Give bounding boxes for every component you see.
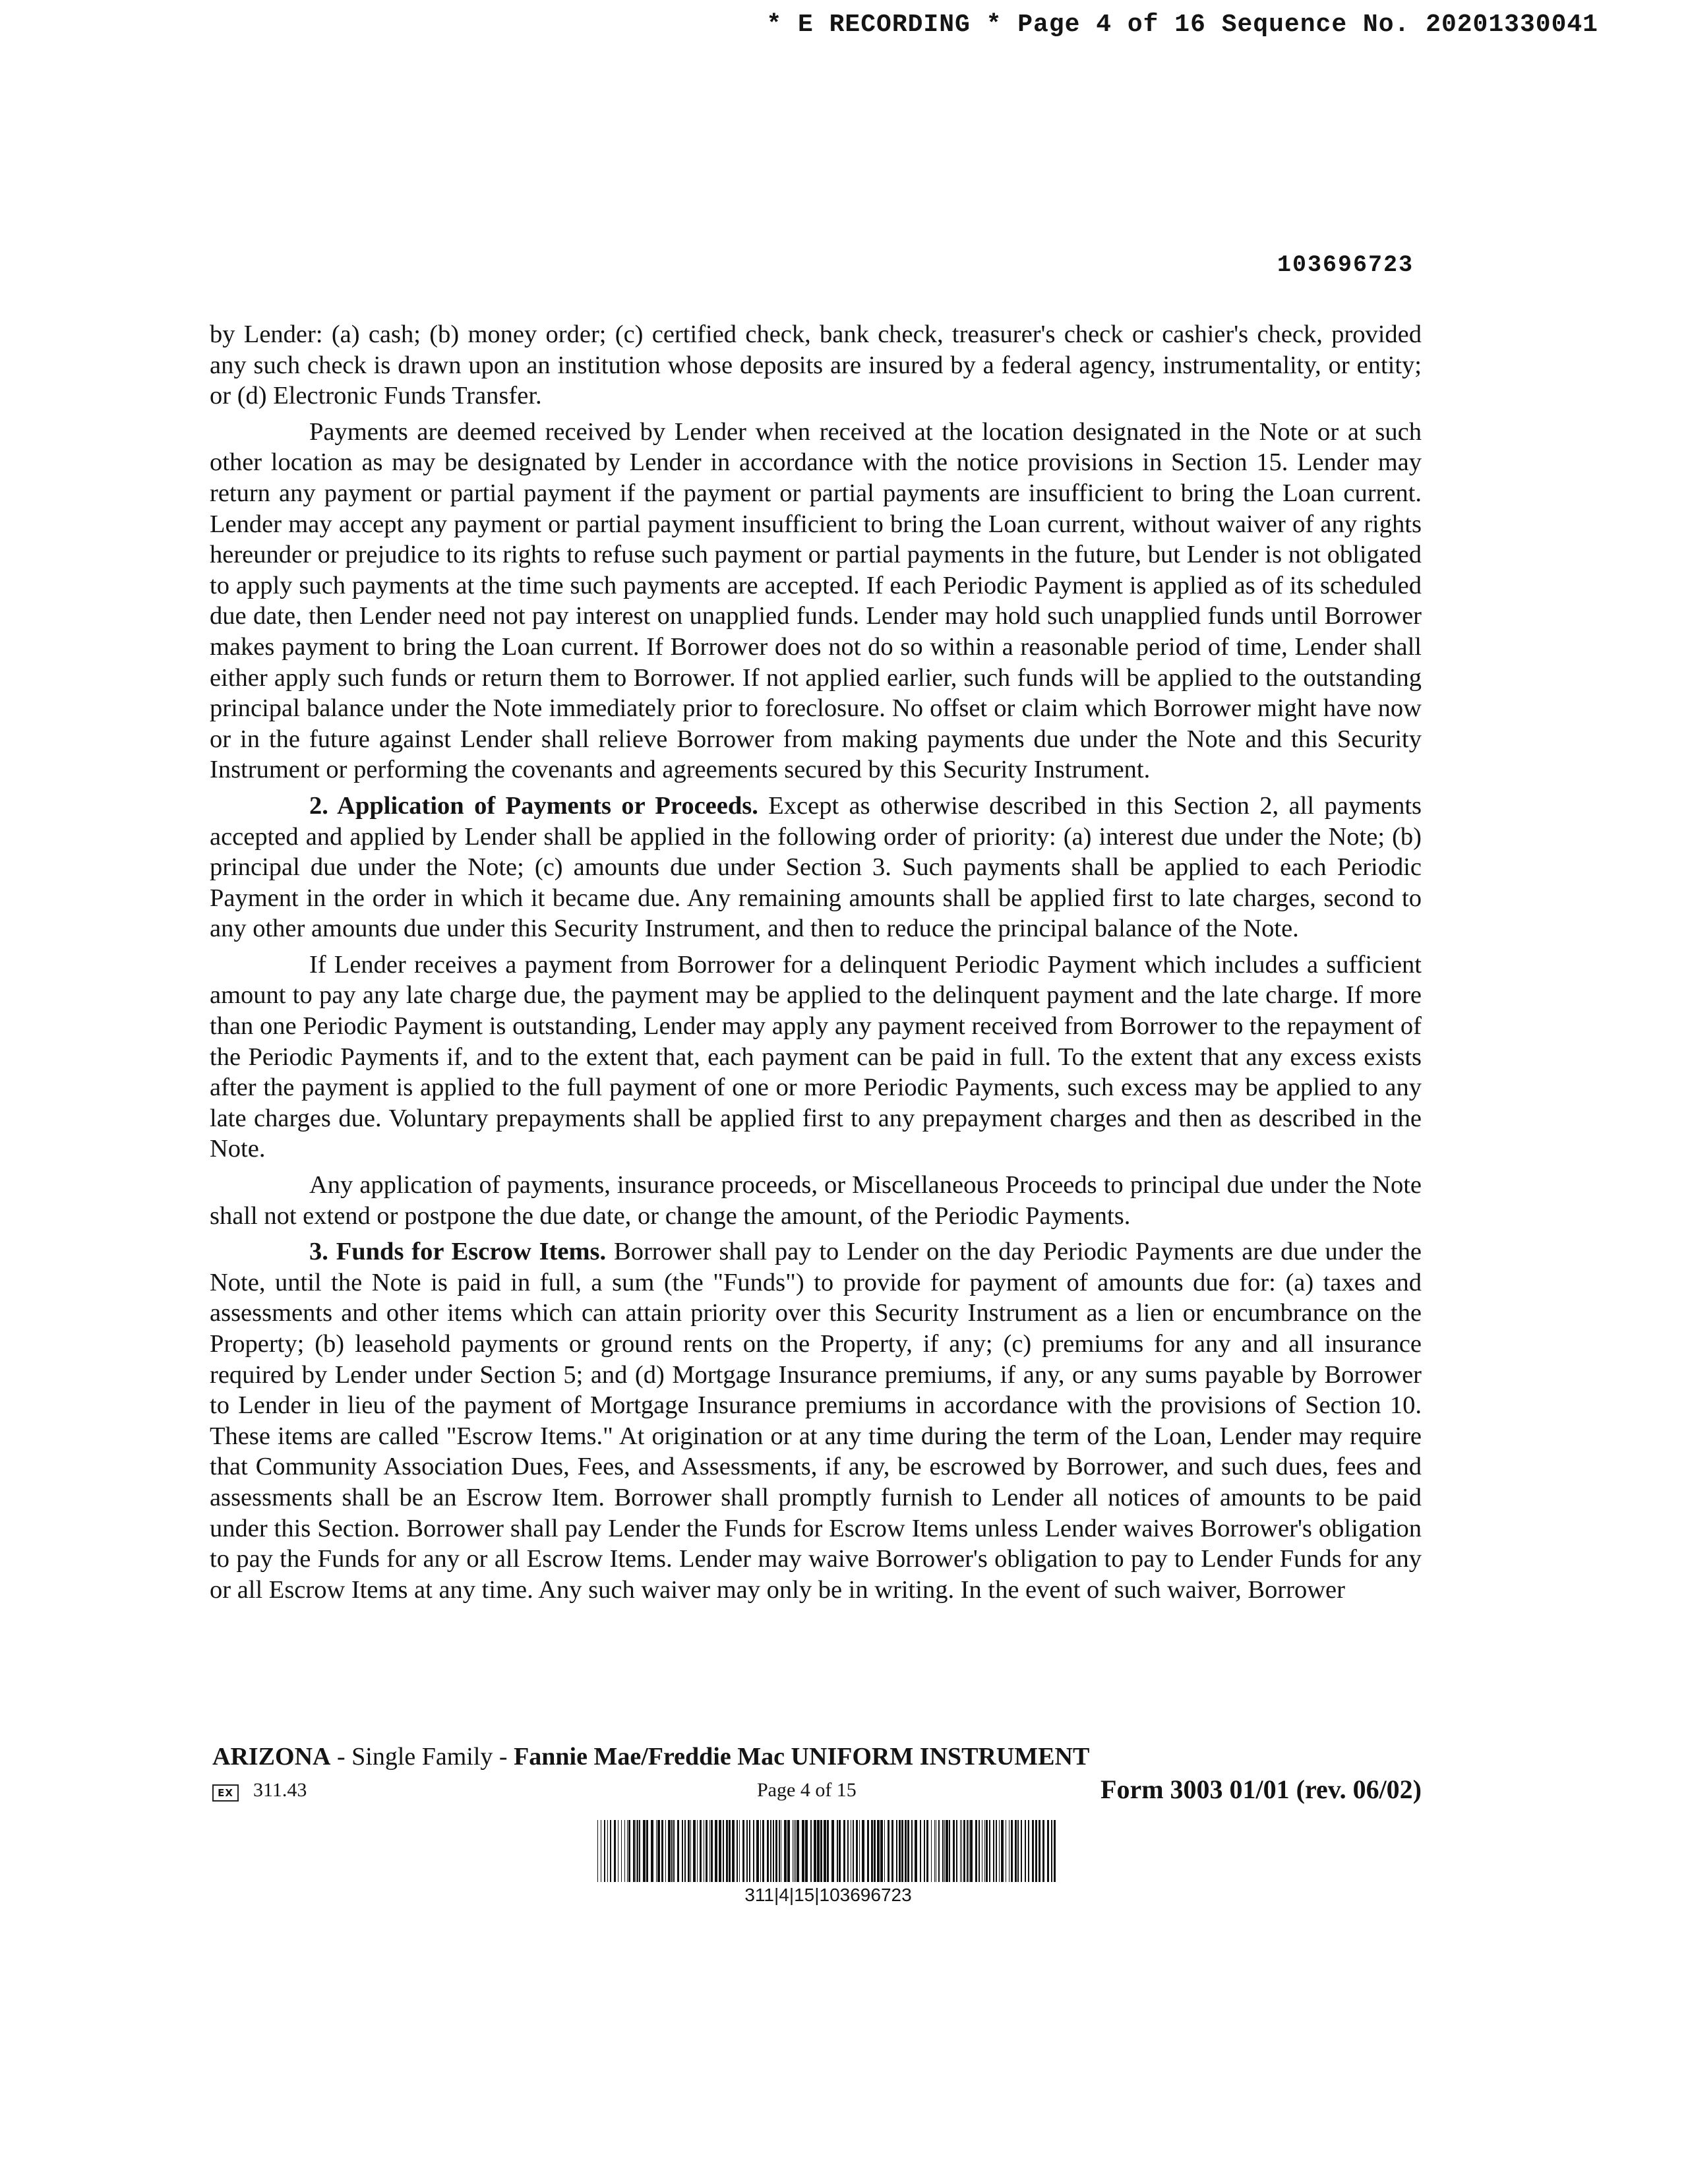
paragraph-section-3 — [210, 1236, 1422, 1605]
section-2-heading: 2. Application of Payments or Proceeds. — [309, 791, 758, 820]
footer-form-number: Form 3003 01/01 (rev. 06/02) — [1100, 1774, 1422, 1804]
barcode-caption: 311|4|15|103696723 — [744, 1885, 912, 1905]
paragraph-payment-methods: by Lender: (a) cash; (b) money order; (c) certified check, bank check, treasurer's check or cashier's check, provided any such check is drawn upon an institution whose deposits are insured by a federal agency, instrumentality, or entity; or (d) Electronic Funds Transfer. — [210, 320, 1422, 410]
section-3-heading: 3. Funds for Escrow Items. — [309, 1238, 607, 1266]
ex-logo-icon: EX — [212, 1784, 239, 1802]
loan-number: 103696723 — [1277, 252, 1414, 278]
footer-instrument: Fannie Mae/Freddie Mac UNIFORM INSTRUMENT — [514, 1743, 1090, 1771]
footer-separator: - Single Family - — [330, 1743, 514, 1771]
paragraph-application-of-payments: Any application of payments, insurance proceeds, or Miscellaneous Proceeds to principal due under the Note shall not extend or postpone the due date, or change the amount, of the Periodic Payments. — [210, 1171, 1422, 1230]
footer-details — [212, 1774, 1422, 1809]
footer-title — [212, 1742, 1089, 1771]
barcode-image — [597, 1820, 1059, 1882]
footer-page-number: Page 4 of 15 — [757, 1779, 857, 1801]
paragraph-delinquent-payment: If Lender receives a payment from Borrower for a delinquent Periodic Payment which includes a sufficient amount to pay any late charge due, the payment may be applied to the delinquent payment and the late charge. If more than one Periodic Payment is outstanding, Lender may apply any payment received from Borrower to the repayment of the Periodic Payments if, and to the extent that, each payment can be paid in full. To the extent that any excess exists after the payment is applied to the full payment of one or more Periodic Payments, such excess may be applied to any late charges due. Voluntary prepayments shall be applied first to any prepayment charges and then as described in the Note. — [210, 950, 1422, 1163]
recording-header: * E RECORDING * Page 4 of 16 Sequence No. 20201330041 — [766, 11, 1598, 39]
paragraph-section-2 — [210, 791, 1422, 944]
footer-form-code: 311.43 — [253, 1779, 307, 1801]
section-3-text: Borrower shall pay to Lender on the day Periodic Payments are due under the Note, until the Note is paid in full, a sum (the "Funds") to provide for payment of amounts due for: (a) taxes and assessments and other items which can attain priority over this Security Instrument as a lien or encumbrance on the Property; (b) leasehold payments or ground rents on the Property, if any; (c) premiums for any and all insurance required by Lender under Section 5; and (d) Mortgage Insurance premiums, if any, or any sums payable by Borrower to Lender in lieu of the payment of Mortgage Insurance premiums in accordance with the provisions of Section 10. These items are called "Escrow Items." At origination or at any time during the term of the Loan, Lender may require that Community Association Dues, Fees, and Assessments, if any, be escrowed by Borrower, and such dues, fees and assessments shall be an Escrow Item. Borrower shall promptly furnish to Lender all notices of amounts to be paid under this Section. Borrower shall pay Lender the Funds for Escrow Items unless Lender waives Borrower's obligation to pay the Funds for any or all Escrow Items. Lender may waive Borrower's obligation to pay to Lender Funds for any or all Escrow Items at any time. Any such waiver may only be in writing. In the event of such waiver, Borrower — [210, 1238, 1422, 1604]
footer-state: ARIZONA — [212, 1743, 331, 1771]
document-body — [210, 319, 1422, 1610]
paragraph-payments-received: Payments are deemed received by Lender when received at the location designated in the Note or at such other location as may be designated by Lender in accordance with the notice provisions in Section 15. Lender may return any payment or partial payment if the payment or partial payments are insufficient to bring the Loan current. Lender may accept any payment or partial payment insufficient to bring the Loan current, without waiver of any rights hereunder or prejudice to its rights to refuse such payment or partial payments in the future, but Lender is not obligated to apply such payments at the time such payments are accepted. If each Periodic Payment is applied as of its scheduled due date, then Lender need not pay interest on unapplied funds. Lender may hold such unapplied funds until Borrower makes payment to bring the Loan current. If Borrower does not do so within a reasonable period of time, Lender shall either apply such funds or return them to Borrower. If not applied earlier, such funds will be applied to the outstanding principal balance under the Note immediately prior to foreclosure. No offset or claim which Borrower might have now or in the future against Lender shall relieve Borrower from making payments due under the Note and this Security Instrument or performing the covenants and agreements secured by this Security Instrument. — [210, 417, 1422, 784]
section-2-text: Except as otherwise described in this Section 2, all payments accepted and applied by Lender shall be applied in the following order of priority: (a) interest due under the Note; (b) principal due under the Note; (c) amounts due under Section 3. Such payments shall be applied to each Periodic Payment in the order in which it became due. Any remaining amounts shall be applied first to late charges, second to any other amounts due under this Security Instrument, and then to reduce the principal balance of the Note. — [210, 791, 1422, 943]
